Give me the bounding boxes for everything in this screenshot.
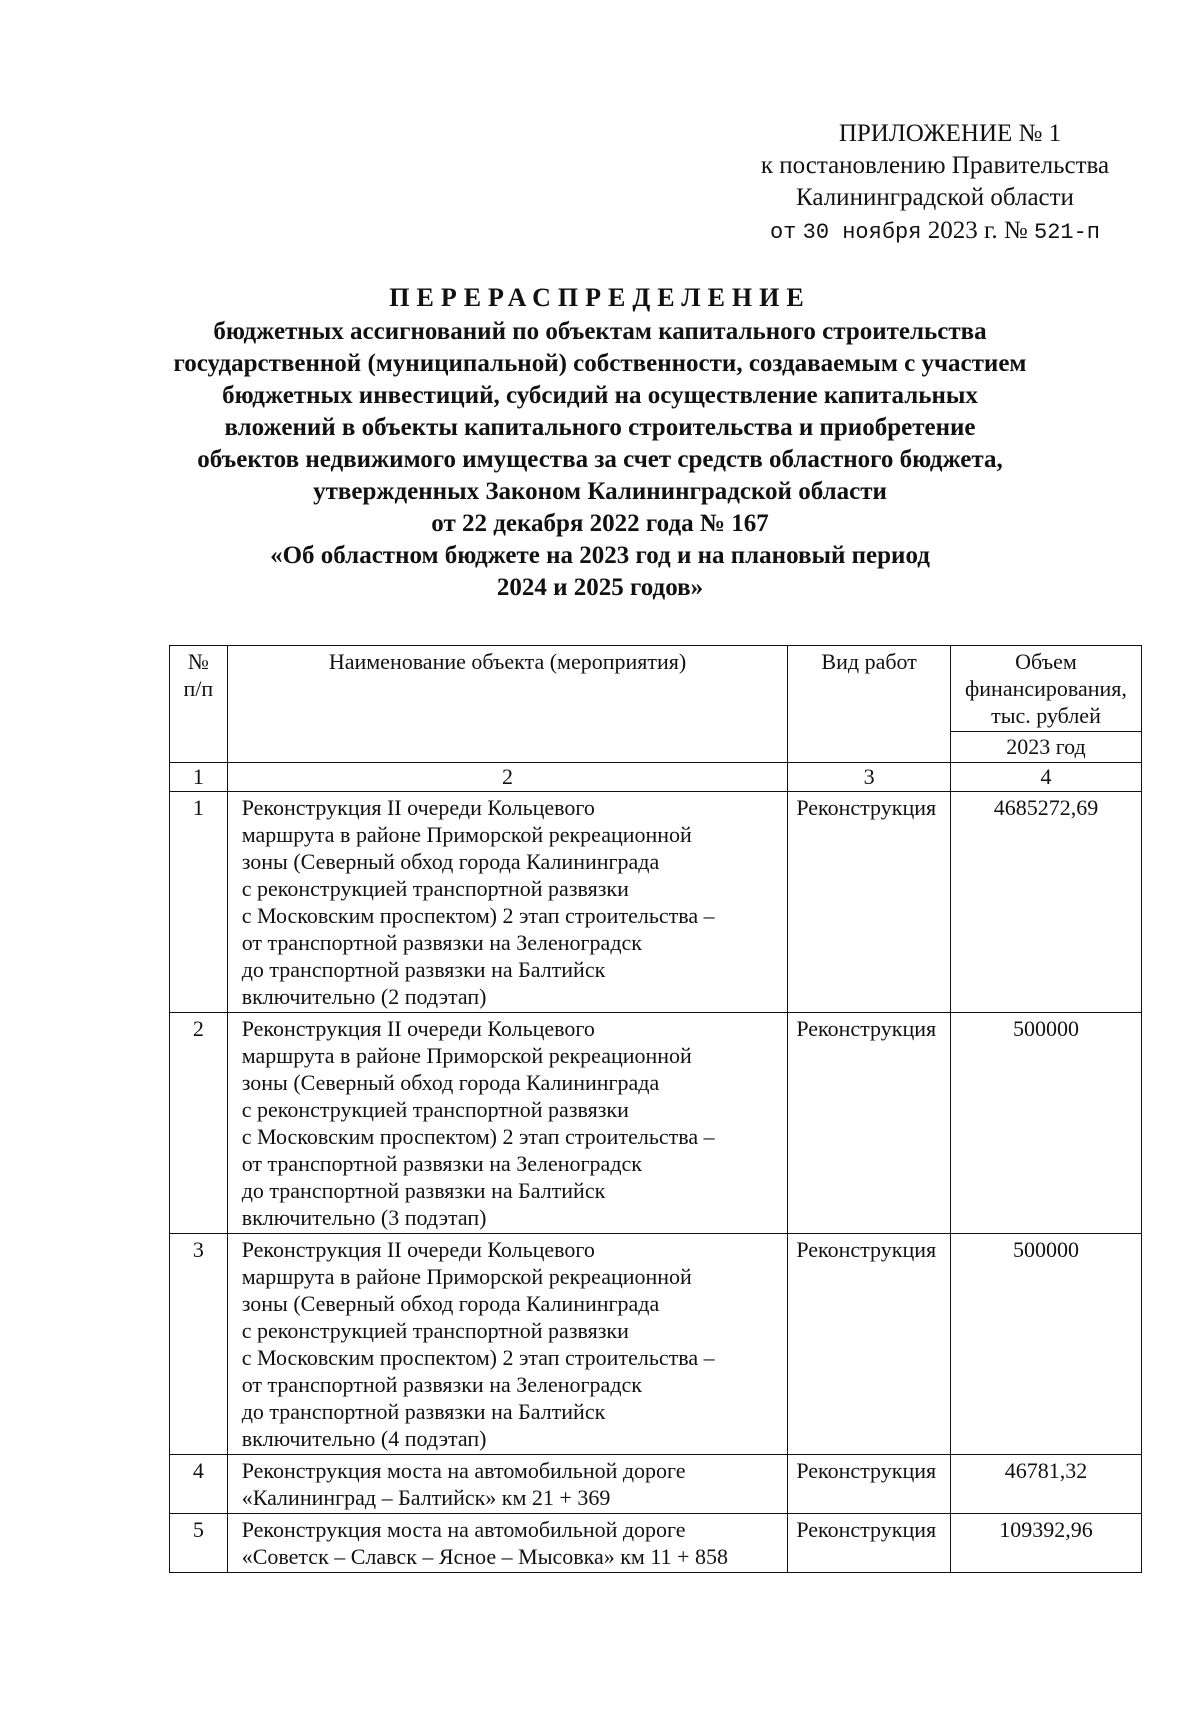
row-object-name-line: от транспортной развязки на Зеленоградск <box>241 1372 642 1397</box>
column-number: 2 <box>227 763 788 792</box>
row-object-name <box>227 1514 788 1573</box>
row-number: 2 <box>170 1013 228 1234</box>
row-object-name-line: Реконструкция II очереди Кольцевого <box>241 1016 595 1041</box>
row-object-name-line: «Калининград – Балтийск» км 21 + 369 <box>241 1485 611 1510</box>
title-line: утвержденных Законом Калининградской области <box>313 478 887 505</box>
appendix-block <box>720 118 1150 249</box>
row-work-type: Реконструкция <box>788 792 951 1013</box>
title-line: 2024 и 2025 годов» <box>496 574 704 601</box>
row-object-name-line: с реконструкцией транспортной развязки <box>241 876 629 901</box>
row-object-name-line: включительно (4 подэтап) <box>241 1426 487 1451</box>
date-year: 2023 г. № <box>927 217 1028 244</box>
row-object-name-line: «Советск – Славск – Ясное – Мысовка» км 11 + 858 <box>241 1544 728 1569</box>
row-object-name-line: маршрута в районе Приморской рекреационной <box>241 1043 692 1068</box>
column-number: 3 <box>788 763 951 792</box>
row-object-name-line: зоны (Северный обход города Калининграда <box>241 1291 660 1316</box>
row-number: 5 <box>170 1514 228 1573</box>
title-line: государственной (муниципальной) собственности, создаваемым с участием <box>173 350 1027 377</box>
row-amount: 109392,96 <box>950 1514 1141 1573</box>
row-object-name <box>227 792 788 1013</box>
appendix-line-2: Калининградской области <box>796 184 1074 211</box>
row-work-type: Реконструкция <box>788 1455 951 1514</box>
document-title <box>150 282 1050 604</box>
table-row <box>170 1013 1142 1234</box>
title-line: «Об областном бюджете на 2023 год и на плановый период <box>270 542 930 569</box>
row-object-name-line: до транспортной развязки на Балтийск <box>241 1399 606 1424</box>
row-object-name <box>227 1234 788 1455</box>
row-object-name-line: Реконструкция II очереди Кольцевого <box>241 1237 595 1262</box>
row-object-name-line: включительно (2 подэтап) <box>241 984 487 1009</box>
title-line: объектов недвижимого имущества за счет средств областного бюджета, <box>197 446 1003 473</box>
row-object-name-line: с Московским проспектом) 2 этап строительства – <box>241 903 715 928</box>
date-day-month: 30 ноября <box>802 220 922 245</box>
column-number: 4 <box>950 763 1141 792</box>
row-object-name-line: с Московским проспектом) 2 этап строительства – <box>241 1345 715 1370</box>
row-work-type: Реконструкция <box>788 1013 951 1234</box>
row-object-name-line: до транспортной развязки на Балтийск <box>241 1178 606 1203</box>
row-number: 4 <box>170 1455 228 1514</box>
table-row <box>170 792 1142 1013</box>
title-line: бюджетных инвестиций, субсидий на осуществление капитальных <box>222 382 978 409</box>
row-object-name-line: с Московским проспектом) 2 этап строительства – <box>241 1124 715 1149</box>
row-work-type: Реконструкция <box>788 1514 951 1573</box>
table-row <box>170 1455 1142 1514</box>
row-number: 3 <box>170 1234 228 1455</box>
date-prefix: от <box>769 220 797 245</box>
row-object-name-line: Реконструкция моста на автомобильной дороге <box>241 1517 686 1542</box>
row-object-name-line: от транспортной развязки на Зеленоградск <box>241 1151 642 1176</box>
table-row <box>170 1234 1142 1455</box>
row-object-name-line: включительно (3 подэтап) <box>241 1205 487 1230</box>
row-object-name-line: с реконструкцией транспортной развязки <box>241 1318 629 1343</box>
row-object-name-line: Реконструкция моста на автомобильной дороге <box>241 1458 686 1483</box>
appendix-heading: ПРИЛОЖЕНИЕ № 1 <box>838 120 1062 147</box>
row-object-name-line: от транспортной развязки на Зеленоградск <box>241 930 642 955</box>
date-number: 521-п <box>1034 220 1101 245</box>
row-work-type: Реконструкция <box>788 1234 951 1455</box>
row-amount: 500000 <box>950 1013 1141 1234</box>
row-object-name <box>227 1013 788 1234</box>
header-year: 2023 год <box>950 732 1141 763</box>
row-number: 1 <box>170 792 228 1013</box>
header-work-type: Вид работ <box>788 646 951 763</box>
appendix-date <box>720 215 1150 249</box>
row-object-name-line: маршрута в районе Приморской рекреационной <box>241 1264 692 1289</box>
row-amount: 4685272,69 <box>950 792 1141 1013</box>
header-object-name: Наименование объекта (мероприятия) <box>227 646 788 763</box>
table-header-row <box>170 646 1142 732</box>
column-number: 1 <box>170 763 228 792</box>
row-amount: 500000 <box>950 1234 1141 1455</box>
appendix-line-1: к постановлению Правительства <box>760 152 1110 179</box>
row-object-name <box>227 1455 788 1514</box>
row-object-name-line: зоны (Северный обход города Калининграда <box>241 849 660 874</box>
row-object-name-line: Реконструкция II очереди Кольцевого <box>241 795 595 820</box>
budget-table <box>169 645 1142 1573</box>
title-line: вложений в объекты капитального строительства и приобретение <box>224 414 976 441</box>
header-financing-volume: Объем финансирования, тыс. рублей <box>950 646 1141 732</box>
table-row <box>170 1514 1142 1573</box>
title-line: от 22 декабря 2022 года № 167 <box>431 510 769 537</box>
title-heading: ПЕРЕРАСПРЕДЕЛЕНИЕ <box>389 283 811 312</box>
row-object-name-line: до транспортной развязки на Балтийск <box>241 957 606 982</box>
row-object-name-line: с реконструкцией транспортной развязки <box>241 1097 629 1122</box>
title-line: бюджетных ассигнований по объектам капитального строительства <box>213 318 987 345</box>
row-object-name-line: маршрута в районе Приморской рекреационной <box>241 822 692 847</box>
column-number-row <box>170 763 1142 792</box>
row-amount: 46781,32 <box>950 1455 1141 1514</box>
row-object-name-line: зоны (Северный обход города Калининграда <box>241 1070 660 1095</box>
header-number: № п/п <box>170 646 228 763</box>
